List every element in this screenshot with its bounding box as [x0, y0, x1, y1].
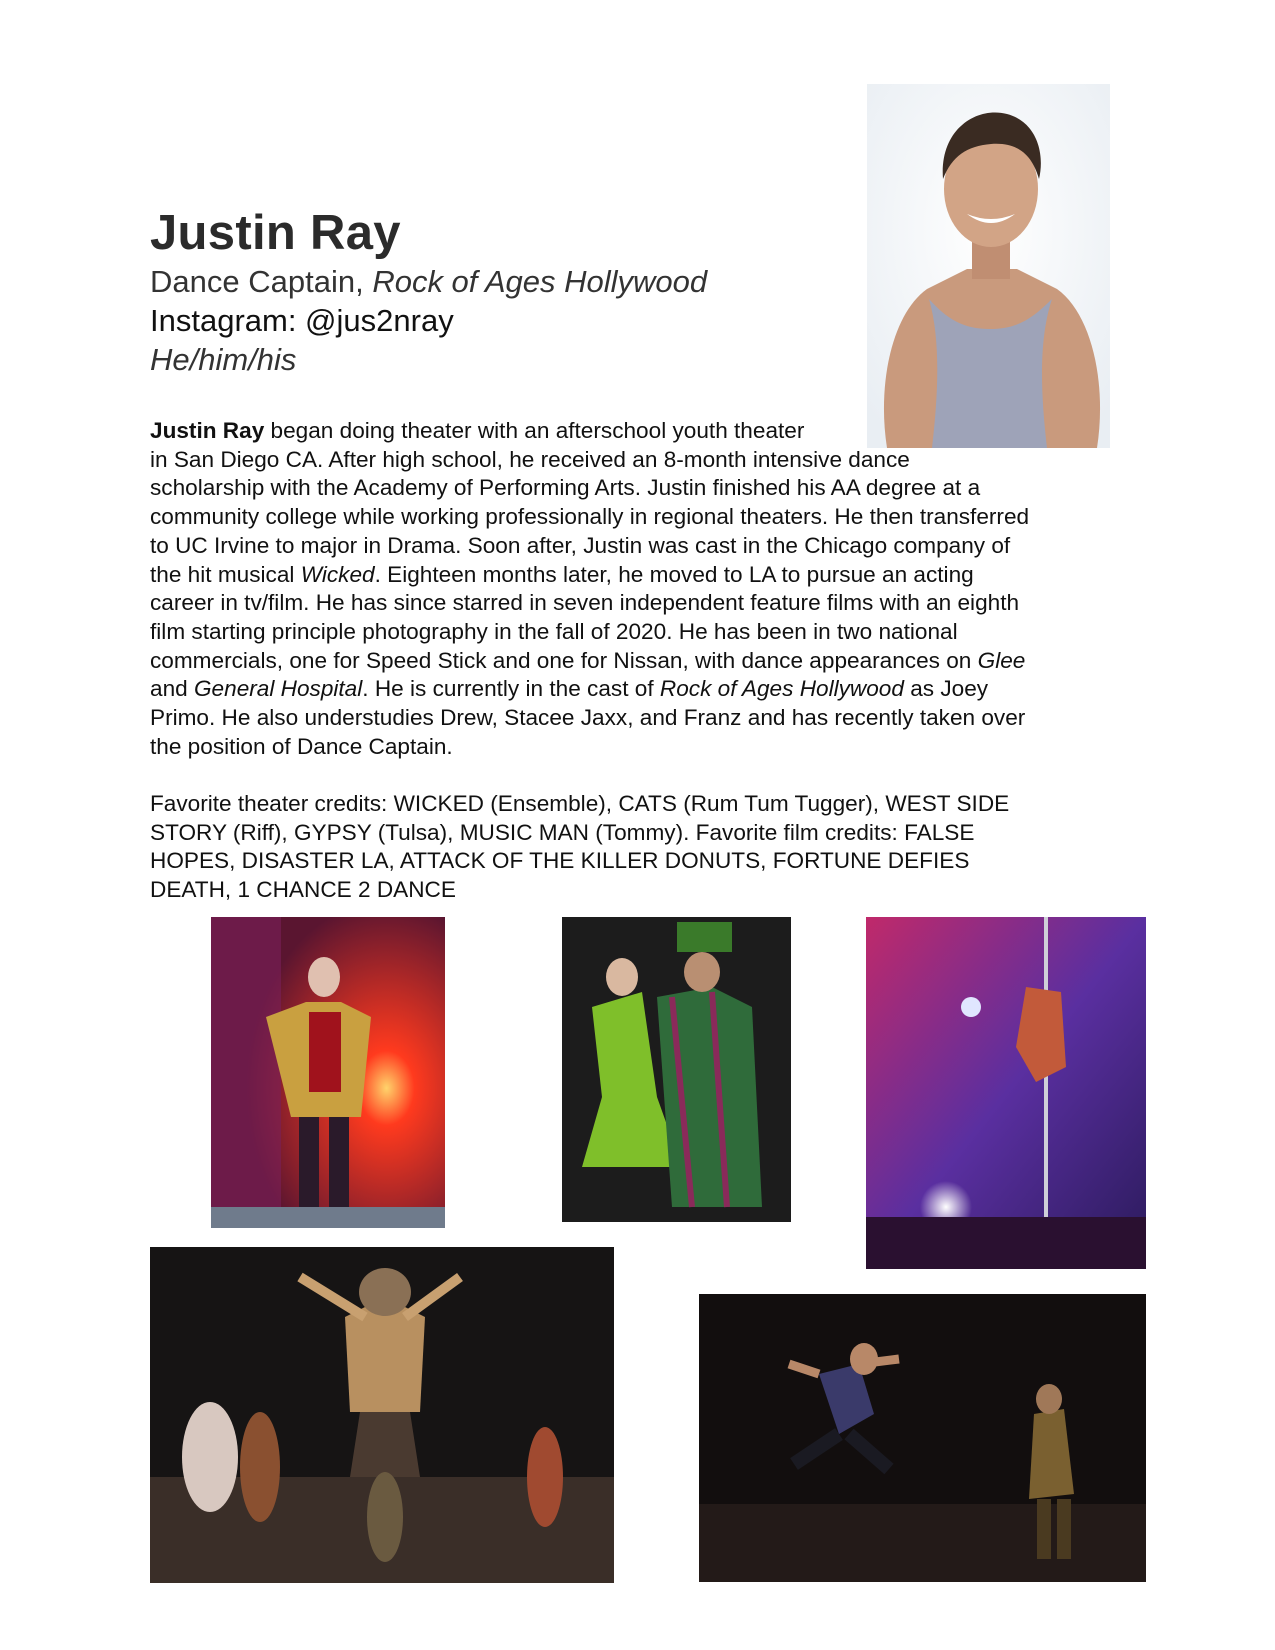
bio-line: Justin Ray began doing theater with an afterschool youth theater — [150, 418, 805, 443]
aerial-pole-performance-photo — [866, 917, 1146, 1269]
bio-line: scholarship with the Academy of Performing Arts. Justin finished his AA degree at a — [150, 475, 981, 501]
ringmaster-stage-photo — [211, 917, 445, 1228]
bio-line: film starting principle photography in the fall of 2020. He has been in two national — [150, 618, 958, 644]
headshot-photo — [867, 84, 1110, 448]
bio-line: the hit musical Wicked. Eighteen months later, he moved to LA to pursue an acting — [150, 561, 974, 587]
bio-line: to UC Irvine to major in Drama. Soon after, Justin was cast in the Chicago company of — [150, 532, 1011, 558]
credits-line: DEATH, 1 CHANCE 2 DANCE — [150, 877, 456, 903]
cats-musical-stage-photo — [150, 1247, 614, 1583]
bio-line: in San Diego CA. After high school, he received an 8-month intensive dance — [150, 446, 910, 472]
role-show: Rock of Ages Hollywood — [372, 264, 708, 299]
credits-line: STORY (Riff), GYPSY (Tulsa), MUSIC MAN (Tommy). Favorite film credits: FALSE — [150, 819, 975, 845]
role-prefix: Dance Captain, — [150, 264, 373, 299]
bio-line: and General Hospital. He is currently in the cast of Rock of Ages Hollywood as Joey — [150, 676, 989, 702]
wicked-costume-photo — [562, 917, 791, 1222]
bio-paragraph — [150, 417, 1135, 761]
dance-leap-stage-photo — [699, 1294, 1146, 1582]
bio-line: the position of Dance Captain. — [150, 733, 453, 759]
credits-line: HOPES, DISASTER LA, ATTACK OF THE KILLER DONUTS, FORTUNE DEFIES — [150, 848, 970, 874]
role-line — [150, 264, 707, 300]
pronouns: He/him/his — [150, 342, 297, 377]
bio-line: commercials, one for Speed Stick and one for Nissan, with dance appearances on Glee — [150, 647, 1026, 673]
instagram-handle: Instagram: @jus2nray — [150, 303, 454, 338]
credits-paragraph — [150, 790, 1135, 905]
bio-line: Primo. He also understudies Drew, Stacee Jaxx, and Franz and has recently taken over — [150, 705, 1026, 731]
bio-name-bold: Justin Ray — [150, 418, 265, 443]
credits-line: Favorite theater credits: WICKED (Ensemble), CATS (Rum Tum Tugger), WEST SIDE — [150, 791, 1010, 816]
bio-line: career in tv/film. He has since starred in seven independent feature films with an eighth — [150, 590, 1020, 616]
page-title: Justin Ray — [150, 206, 401, 260]
bio-line: community college while working professionally in regional theaters. He then transferred — [150, 504, 1030, 530]
